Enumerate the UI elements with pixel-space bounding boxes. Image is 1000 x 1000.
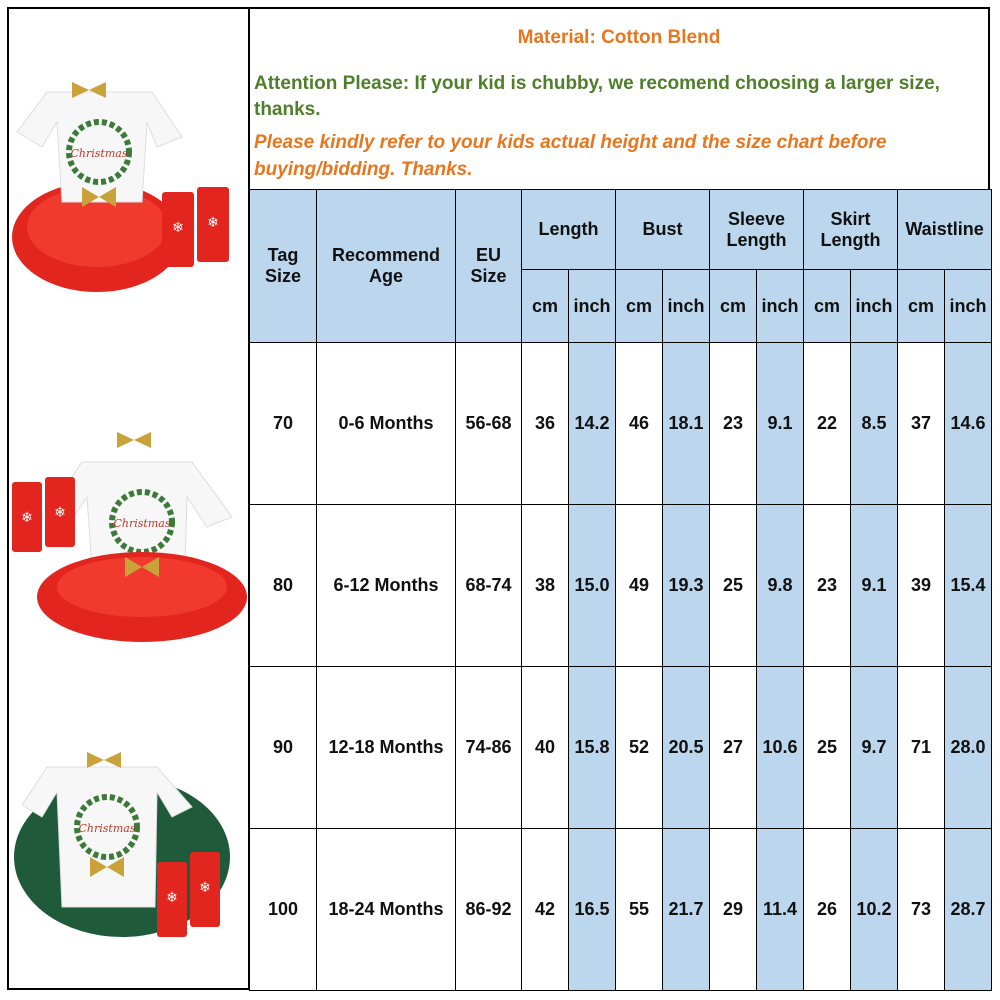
svg-text:Christmas: Christmas <box>113 517 171 530</box>
svg-text:Christmas: Christmas <box>78 822 136 835</box>
length-cm-cell: 36 <box>522 343 569 505</box>
waist-inch-cell: 15.4 <box>945 505 992 667</box>
waist-inch-cell: 28.0 <box>945 667 992 829</box>
unit-cm: cm <box>710 270 757 343</box>
eu-size-cell: 74-86 <box>456 667 522 829</box>
tag-size-cell: 80 <box>250 505 317 667</box>
table-row <box>250 667 992 829</box>
header-recommend-age: Recommend Age <box>317 190 456 343</box>
bust-cm-cell: 46 <box>616 343 663 505</box>
unit-inch: inch <box>569 270 616 343</box>
header-bust: Bust <box>616 190 710 270</box>
bust-cm-cell: 52 <box>616 667 663 829</box>
header-sleeve-length: Sleeve Length <box>710 190 804 270</box>
unit-cm: cm <box>522 270 569 343</box>
length-cm-cell: 42 <box>522 829 569 991</box>
bust-inch-cell: 18.1 <box>663 343 710 505</box>
unit-inch: inch <box>757 270 804 343</box>
header-tag-size: Tag Size <box>250 190 317 343</box>
table-header-row <box>250 190 992 270</box>
age-cell: 0-6 Months <box>317 343 456 505</box>
svg-text:❄: ❄ <box>207 214 219 230</box>
tag-size-cell: 90 <box>250 667 317 829</box>
length-cm-cell: 40 <box>522 667 569 829</box>
table-row <box>250 343 992 505</box>
tag-size-cell: 100 <box>250 829 317 991</box>
bust-cm-cell: 49 <box>616 505 663 667</box>
svg-text:❄: ❄ <box>54 504 66 520</box>
unit-cm: cm <box>898 270 945 343</box>
age-cell: 18-24 Months <box>317 829 456 991</box>
waist-cm-cell: 73 <box>898 829 945 991</box>
skirt-inch-cell: 10.2 <box>851 829 898 991</box>
length-cm-cell: 38 <box>522 505 569 667</box>
product-info-panel <box>250 9 988 191</box>
svg-text:Christmas: Christmas <box>70 147 128 160</box>
waist-inch-cell: 28.7 <box>945 829 992 991</box>
skirt-cm-cell: 26 <box>804 829 851 991</box>
size-chart-table <box>249 189 992 991</box>
unit-cm: cm <box>804 270 851 343</box>
header-waistline: Waistline <box>898 190 992 270</box>
product-photo-column <box>7 7 250 990</box>
table-row <box>250 505 992 667</box>
waist-inch-cell: 14.6 <box>945 343 992 505</box>
eu-size-cell: 68-74 <box>456 505 522 667</box>
eu-size-cell: 56-68 <box>456 343 522 505</box>
header-length: Length <box>522 190 616 270</box>
svg-text:❄: ❄ <box>21 509 33 525</box>
skirt-inch-cell: 9.7 <box>851 667 898 829</box>
sleeve-inch-cell: 10.6 <box>757 667 804 829</box>
bust-inch-cell: 19.3 <box>663 505 710 667</box>
length-inch-cell: 15.8 <box>569 667 616 829</box>
outfit-photo-2 <box>7 422 248 652</box>
table-row <box>250 829 992 991</box>
outfit-photo-3 <box>7 747 248 967</box>
skirt-inch-cell: 8.5 <box>851 343 898 505</box>
length-inch-cell: 14.2 <box>569 343 616 505</box>
skirt-inch-cell: 9.1 <box>851 505 898 667</box>
sleeve-inch-cell: 9.8 <box>757 505 804 667</box>
attention-note: Attention Please: If your kid is chubby, we recomend choosing a larger size, thanks. <box>254 73 940 120</box>
unit-cm: cm <box>616 270 663 343</box>
age-cell: 12-18 Months <box>317 667 456 829</box>
sleeve-inch-cell: 9.1 <box>757 343 804 505</box>
sleeve-inch-cell: 11.4 <box>757 829 804 991</box>
bust-cm-cell: 55 <box>616 829 663 991</box>
skirt-cm-cell: 23 <box>804 505 851 667</box>
waist-cm-cell: 37 <box>898 343 945 505</box>
sleeve-cm-cell: 27 <box>710 667 757 829</box>
unit-inch: inch <box>663 270 710 343</box>
length-inch-cell: 16.5 <box>569 829 616 991</box>
unit-inch: inch <box>945 270 992 343</box>
skirt-cm-cell: 22 <box>804 343 851 505</box>
material-note: Material: Cotton Blend <box>517 27 721 48</box>
svg-text:❄: ❄ <box>199 879 211 895</box>
skirt-cm-cell: 25 <box>804 667 851 829</box>
sleeve-cm-cell: 29 <box>710 829 757 991</box>
sleeve-cm-cell: 23 <box>710 343 757 505</box>
bust-inch-cell: 20.5 <box>663 667 710 829</box>
svg-text:❄: ❄ <box>172 219 184 235</box>
tag-size-cell: 70 <box>250 343 317 505</box>
svg-text:❄: ❄ <box>166 889 178 905</box>
bust-inch-cell: 21.7 <box>663 829 710 991</box>
outfit-photo-1 <box>7 62 248 302</box>
header-eu-size: EU Size <box>456 190 522 343</box>
sleeve-cm-cell: 25 <box>710 505 757 667</box>
age-cell: 6-12 Months <box>317 505 456 667</box>
unit-inch: inch <box>851 270 898 343</box>
size-refer-note: Please kindly refer to your kids actual height and the size chart before buying/bidding. Thanks. <box>254 132 887 180</box>
waist-cm-cell: 39 <box>898 505 945 667</box>
eu-size-cell: 86-92 <box>456 829 522 991</box>
header-skirt-length: Skirt Length <box>804 190 898 270</box>
waist-cm-cell: 71 <box>898 667 945 829</box>
length-inch-cell: 15.0 <box>569 505 616 667</box>
